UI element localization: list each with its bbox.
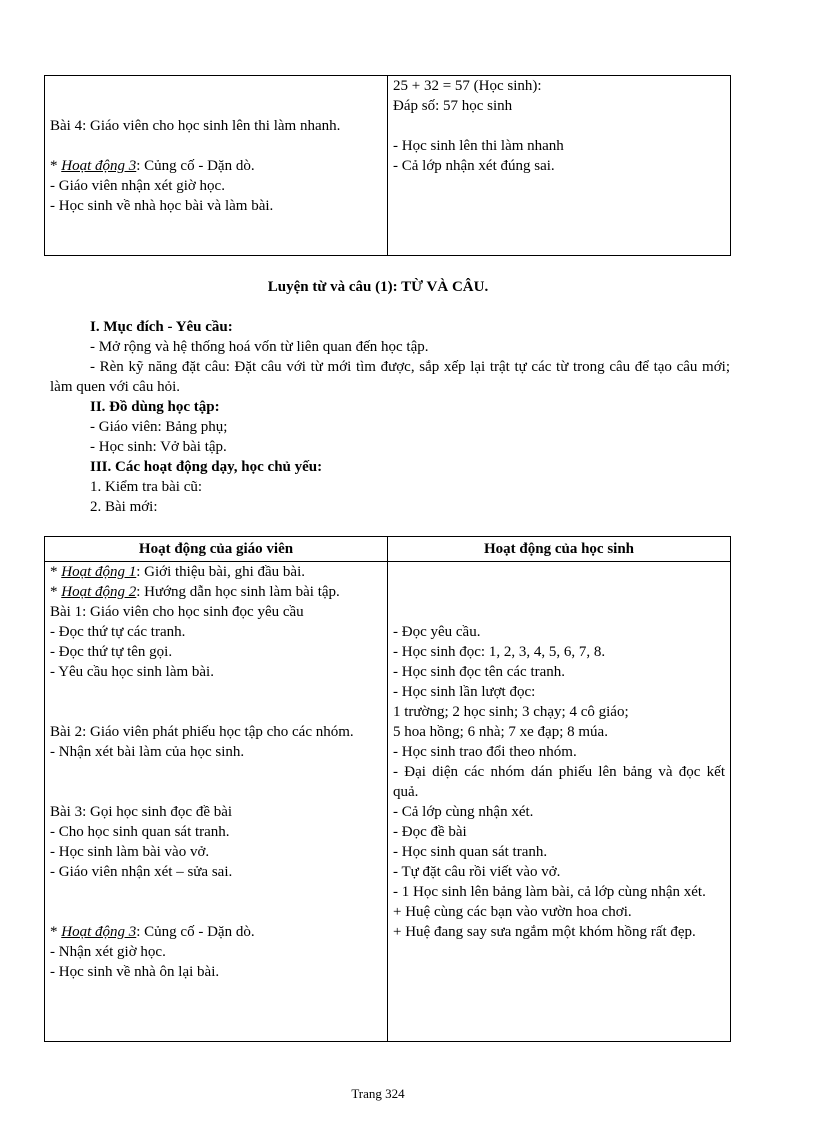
activity-label: Hoạt động 3 [61, 158, 137, 174]
text-line: 25 + 32 = 57 (Học sinh): [393, 78, 542, 94]
spacer [50, 902, 382, 922]
text-line: - Đọc thứ tự các tranh. [50, 624, 186, 640]
text-line: - Rèn kỹ năng đặt câu: Đặt câu với từ mới tìm được, sắp xếp lại trật tự các từ trong câu để tạo câu mới; làm quen với câu hỏi. [50, 359, 730, 395]
text-line: - Học sinh về nhà học bài và làm bài. [50, 198, 274, 214]
text-line: - Đọc yêu cầu. [393, 624, 481, 640]
text-line: - Giáo viên nhận xét – sửa sai. [50, 864, 233, 880]
spacer [393, 602, 725, 622]
text-line: Bài 3: Gọi học sinh đọc đề bài [50, 804, 233, 820]
spacer [50, 782, 382, 802]
activity-label: Hoạt động 1 [61, 564, 137, 580]
activity-label: Hoạt động 2 [61, 584, 137, 600]
text-line [50, 76, 382, 96]
activities-table [44, 536, 731, 1042]
text-line: - Đại diện các nhóm dán phiếu lên bảng và đọc kết quả. [393, 764, 725, 800]
activity-2-line: * Hoạt động 2: Hướng dẫn học sinh làm bài tập. [50, 584, 340, 600]
lesson-title: Luyện từ và câu (1): TỪ VÀ CÂU. [267, 279, 489, 295]
text-line: - Học sinh quan sát tranh. [393, 844, 548, 860]
student-column-cell [388, 562, 731, 1042]
text-line: - Cho học sinh quan sát tranh. [50, 824, 230, 840]
text-line [50, 136, 382, 156]
text-line: - Học sinh trao đổi theo nhóm. [393, 744, 577, 760]
text-line: - Học sinh lần lượt đọc: [393, 684, 536, 700]
continuation-table [44, 75, 731, 256]
header-teacher: Hoạt động của giáo viên [45, 537, 388, 562]
text-line: Bài 2: Giáo viên phát phiếu học tập cho các nhóm. [50, 724, 354, 740]
text-line: 1. Kiểm tra bài cũ: [90, 479, 203, 495]
student-column-cell [388, 76, 731, 256]
lesson-sections [50, 317, 730, 517]
text-line: - Học sinh về nhà ôn lại bài. [50, 964, 220, 980]
text-line: - 1 Học sinh lên bảng làm bài, cả lớp cùng nhận xét. [393, 884, 706, 900]
spacer [50, 682, 382, 702]
spacer [50, 702, 382, 722]
text-line: - Cả lớp cùng nhận xét. [393, 804, 534, 820]
text-line: - Yêu cầu học sinh làm bài. [50, 664, 214, 680]
text-line: Đáp số: 57 học sinh [393, 98, 513, 114]
spacer [393, 582, 725, 602]
section-heading: I. Mục đích - Yêu cầu: [90, 319, 233, 335]
text-line: - Giáo viên nhận xét giờ học. [50, 178, 225, 194]
text-line: - Đọc đề bài [393, 824, 467, 840]
text-line: 5 hoa hồng; 6 nhà; 7 xe đạp; 8 múa. [393, 724, 608, 740]
page-number: Trang 324 [351, 1086, 405, 1101]
text-line: 2. Bài mới: [90, 499, 158, 515]
section-heading: II. Đồ dùng học tập: [90, 399, 220, 415]
text-line: + Huệ đang say sưa ngắm một khóm hồng rất đẹp. [393, 924, 696, 940]
text-line: - Học sinh lên thi làm nhanh [393, 138, 564, 154]
text-line: - Học sinh đọc tên các tranh. [393, 664, 566, 680]
header-student: Hoạt động của học sinh [388, 537, 731, 562]
text-line: Bài 1: Giáo viên cho học sinh đọc yêu cầu [50, 604, 304, 620]
text-line: - Đọc thứ tự tên gọi. [50, 644, 173, 660]
activity-label: Hoạt động 3 [61, 924, 137, 940]
text-line: - Nhận xét giờ học. [50, 944, 166, 960]
text-line: - Cả lớp nhận xét đúng sai. [393, 158, 555, 174]
activity-3-line: * Hoạt động 3: Củng cố - Dặn dò. [50, 158, 255, 174]
activity-3-line: * Hoạt động 3: Củng cố - Dặn dò. [50, 924, 255, 940]
spacer [50, 882, 382, 902]
section-heading: III. Các hoạt động dạy, học chủ yếu: [90, 459, 323, 475]
activity-1-line: * Hoạt động 1: Giới thiệu bài, ghi đầu bài. [50, 564, 305, 580]
text-line: - Giáo viên: Bảng phụ; [90, 419, 228, 435]
text-line: + Huệ cùng các bạn vào vườn hoa chơi. [393, 904, 632, 920]
text-line [50, 96, 382, 116]
teacher-column-cell [45, 76, 388, 256]
text-line [393, 116, 725, 136]
spacer [50, 762, 382, 782]
spacer [393, 562, 725, 582]
text-line: - Học sinh làm bài vào vở. [50, 844, 210, 860]
text-line: - Tự đặt câu rồi viết vào vở. [393, 864, 561, 880]
text-line: - Học sinh đọc: 1, 2, 3, 4, 5, 6, 7, 8. [393, 644, 606, 660]
text-line: - Nhận xét bài làm của học sinh. [50, 744, 245, 760]
text-line: - Học sinh: Vở bài tập. [90, 439, 227, 455]
text-line: 1 trường; 2 học sinh; 3 chạy; 4 cô giáo; [393, 704, 629, 720]
teacher-column-cell [45, 562, 388, 1042]
text-line: - Mở rộng và hệ thống hoá vốn từ liên quan đến học tập. [90, 339, 429, 355]
text-line: Bài 4: Giáo viên cho học sinh lên thi làm nhanh. [50, 118, 341, 134]
